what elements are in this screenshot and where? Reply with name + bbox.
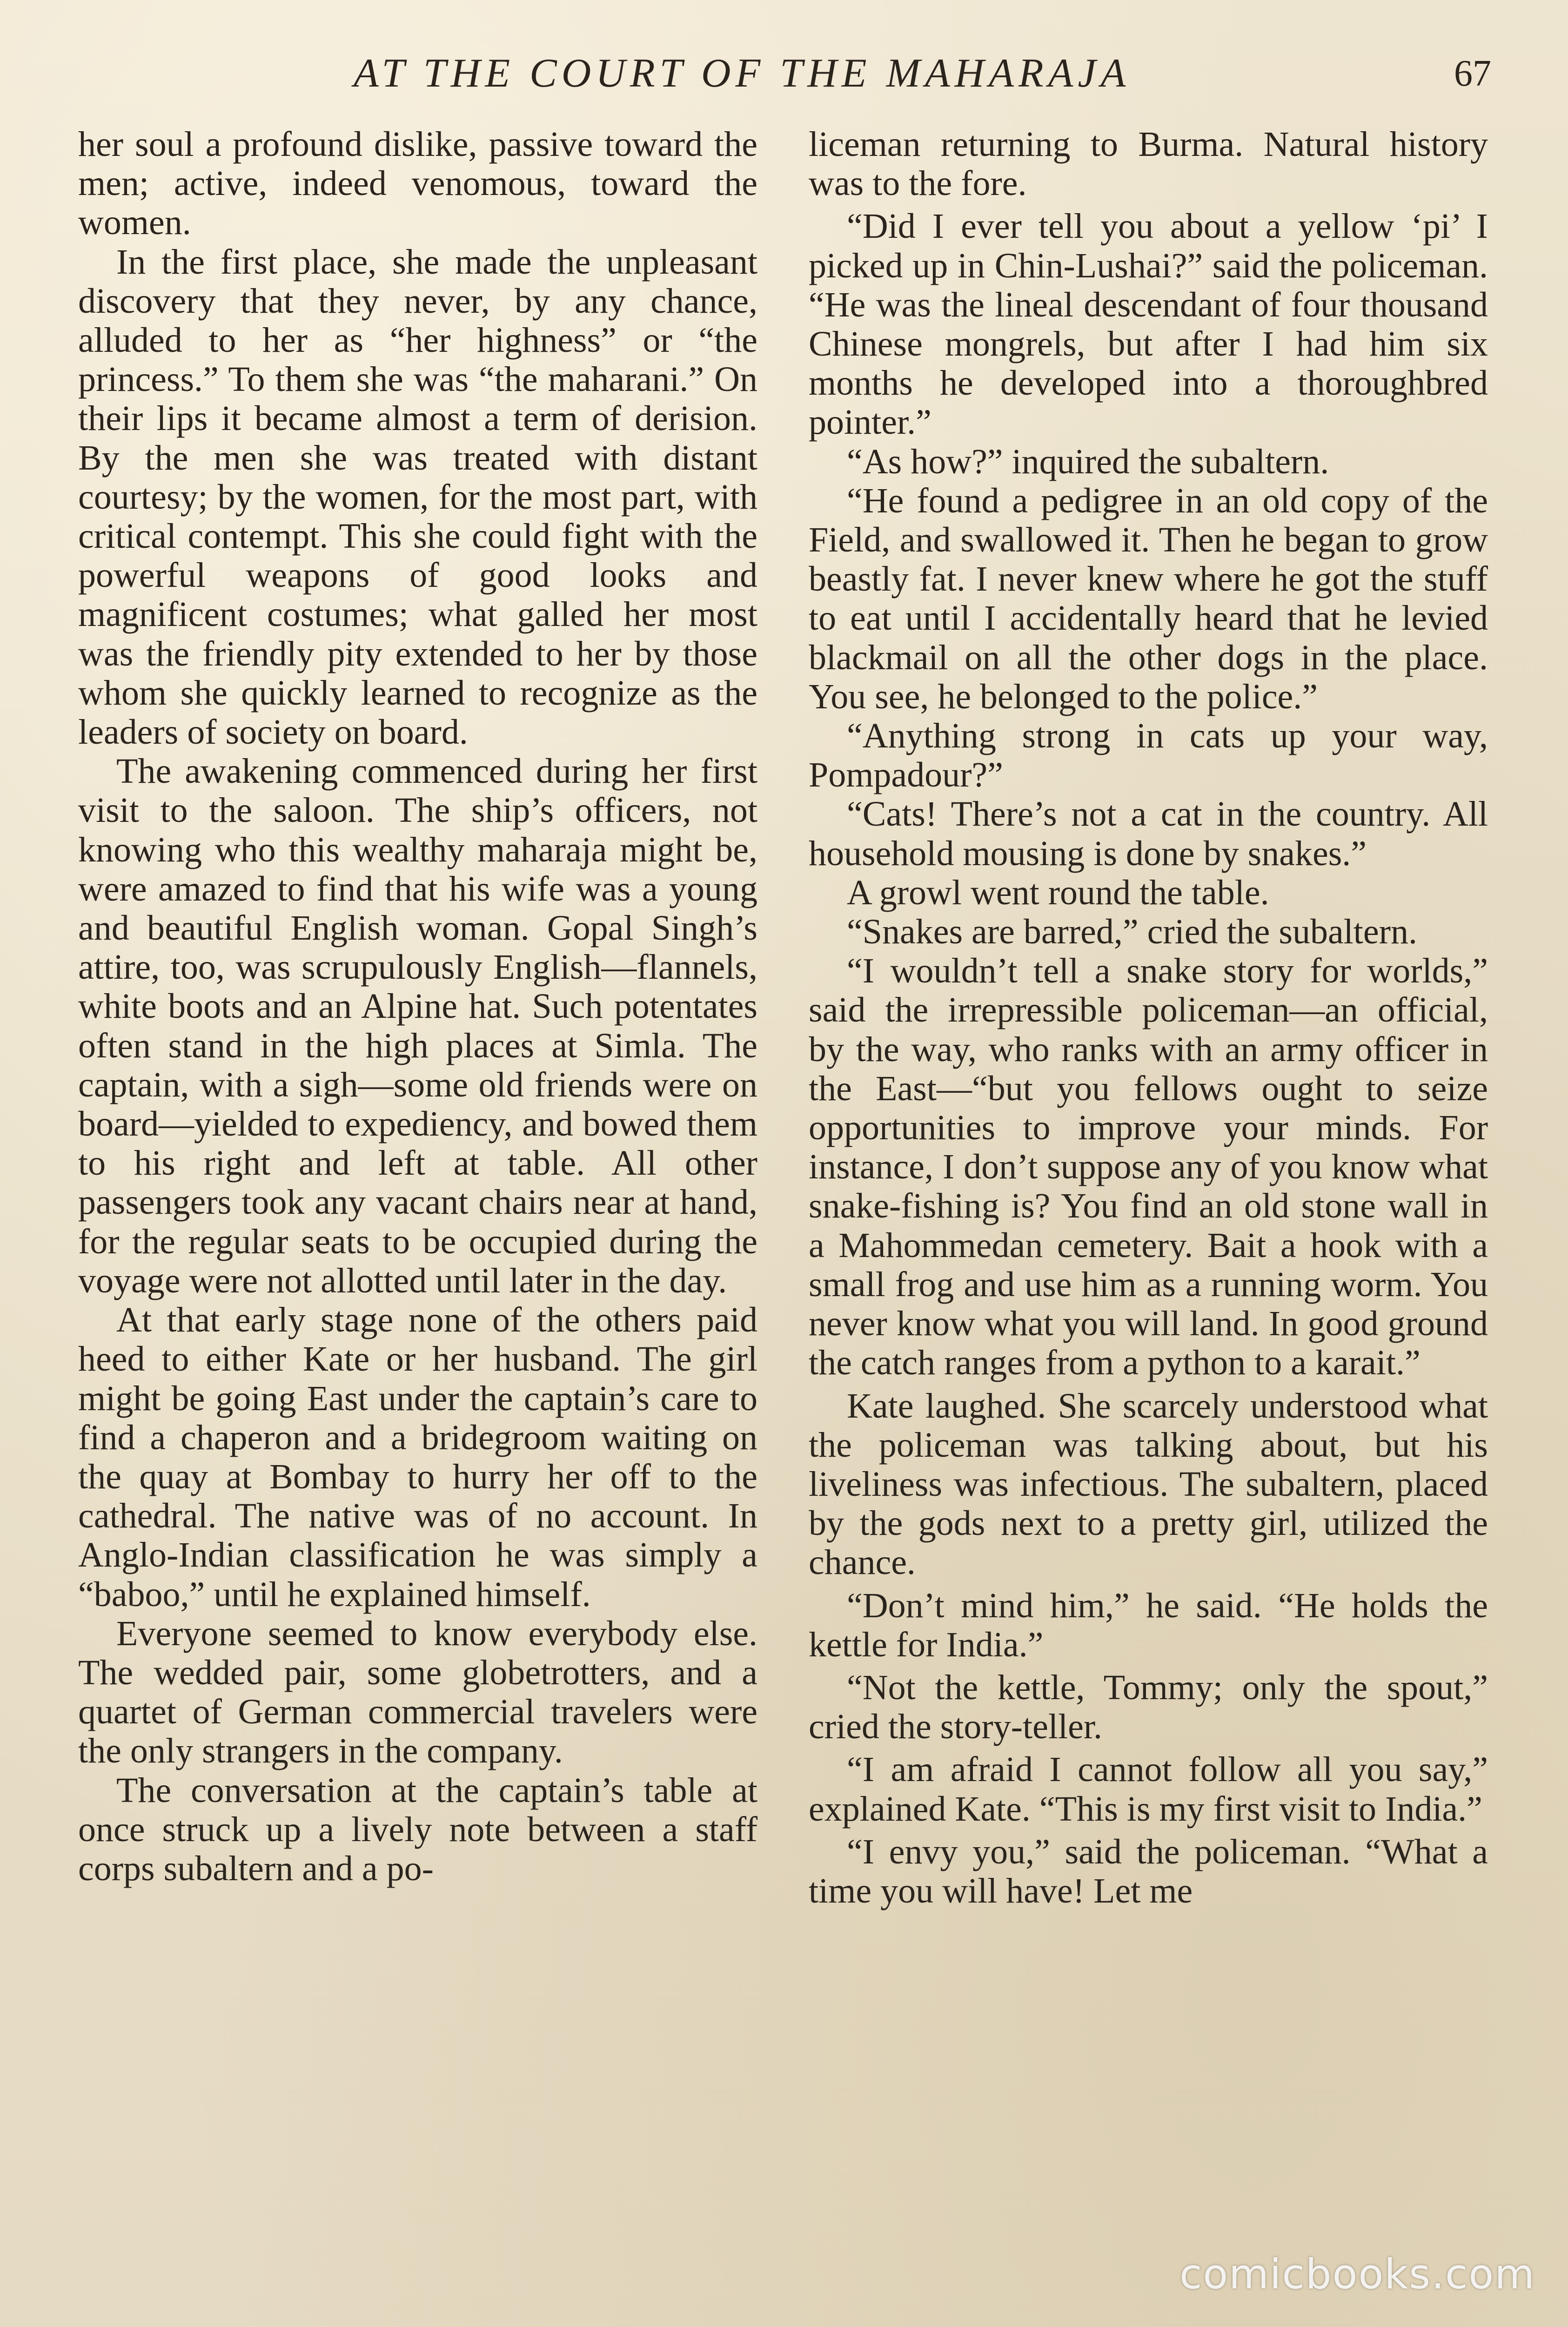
paragraph: “Don’t mind him,” he said. “He holds the kettle for India.”	[809, 1586, 1488, 1664]
paragraph: her soul a profound dislike, passive toward the men; active, indeed venomous, toward the women.	[78, 125, 757, 242]
paragraph: Kate laughed. She scarcely understood what the policeman was talking about, but his liveliness was infectious. The subaltern, placed by the gods next to a pretty girl, utilized the chance.	[809, 1386, 1488, 1582]
paragraph: “Anything strong in cats up your way, Pompadour?”	[809, 716, 1488, 795]
paragraph: “He found a pedigree in an old copy of the Field, and swallowed it. Then he began to grow beastly fat. I never knew where he got the stuff to eat until I accidentally heard that he levied blackmail on all the other dogs in the place. You see, he belonged to the police.”	[809, 481, 1488, 716]
paragraph: “Cats! There’s not a cat in the country. All household mousing is done by snakes.”	[809, 794, 1488, 873]
paragraph: “I am afraid I cannot follow all you say,” explained Kate. “This is my first visit to India.”	[809, 1750, 1488, 1829]
left-column	[78, 125, 757, 1888]
right-column	[809, 125, 1488, 1910]
paragraph: “Did I ever tell you about a yellow ‘pi’ I picked up in Chin-Lushai?” said the policeman. “He was the lineal descendant of four thousand Chinese mongrels, but after I had him six months he developed into a thoroughbred pointer.”	[809, 207, 1488, 442]
paragraph: A growl went round the table.	[847, 873, 1269, 912]
paragraph: “I envy you,” said the policeman. “What a time you will have! Let me	[809, 1832, 1488, 1910]
running-title: AT THE COURT OF THE MAHARAJA	[354, 51, 1131, 96]
paragraph: The conversation at the captain’s table at once struck up a lively note between a staff corps subaltern and a po-	[78, 1770, 757, 1888]
paragraph: Everyone seemed to know everybody else. The wedded pair, some globetrotters, and a quartet of German commercial travelers were the only strangers in the company.	[78, 1614, 757, 1771]
paragraph: “As how?” inquired the subaltern.	[847, 442, 1329, 481]
running-header	[0, 41, 1568, 106]
paragraph: In the first place, she made the unpleasant discovery that they never, by any chance, alluded to her as “her highness” or “the princess.” To them she was “the maharani.” On their lips it became almost a term of derision. By the men she was treated with distant courtesy; by the women, for the most part, with critical contempt. This she could fight with the powerful weapons of good looks and magnificent costumes; what galled her most was the friendly pity extended to her by those whom she quickly learned to recognize as the leaders of society on board.	[78, 242, 757, 752]
site-watermark: comicbooks.com	[1179, 2250, 1535, 2298]
page-number: 67	[1454, 53, 1491, 94]
paragraph: “I wouldn’t tell a snake story for worlds,” said the irrepressible policeman—an official, by the way, who ranks with an army officer in the East—“but you fellows ought to seize opportunities to improve your minds. For instance, I don’t suppose any of you know what snake-fishing is? You find an old stone wall in a Mahommedan cemetery. Bait a hook with a small frog and use him as a running worm. You never know what you will land. In good ground the catch ranges from a python to a karait.”	[809, 951, 1488, 1383]
paragraph: “Snakes are barred,” cried the subaltern.	[847, 912, 1417, 952]
paragraph: At that early stage none of the others paid heed to either Kate or her husband. The girl might be going East under the captain’s care to find a chaperon and a bridegroom waiting on the quay at Bombay to hurry her off to the cathedral. The native was of no account. In Anglo-Indian classification he was simply a “baboo,” until he explained himself.	[78, 1300, 757, 1614]
paragraph: The awakening commenced during her first visit to the saloon. The ship’s officers, not knowing who this wealthy maharaja might be, were amazed to find that his wife was a young and beautiful English woman. Gopal Singh’s attire, too, was scrupulously English—flannels, white boots and an Alpine hat. Such potentates often stand in the high places at Simla. The captain, with a sigh—some old friends were on board—yielded to expediency, and bowed them to his right and left at table. All other passengers took any vacant chairs near at hand, for the regular seats to be occupied during the voyage were not allotted until later in the day.	[78, 752, 757, 1300]
paragraph: “Not the kettle, Tommy; only the spout,” cried the story-teller.	[809, 1668, 1488, 1747]
paragraph: liceman returning to Burma. Natural history was to the fore.	[809, 125, 1488, 203]
